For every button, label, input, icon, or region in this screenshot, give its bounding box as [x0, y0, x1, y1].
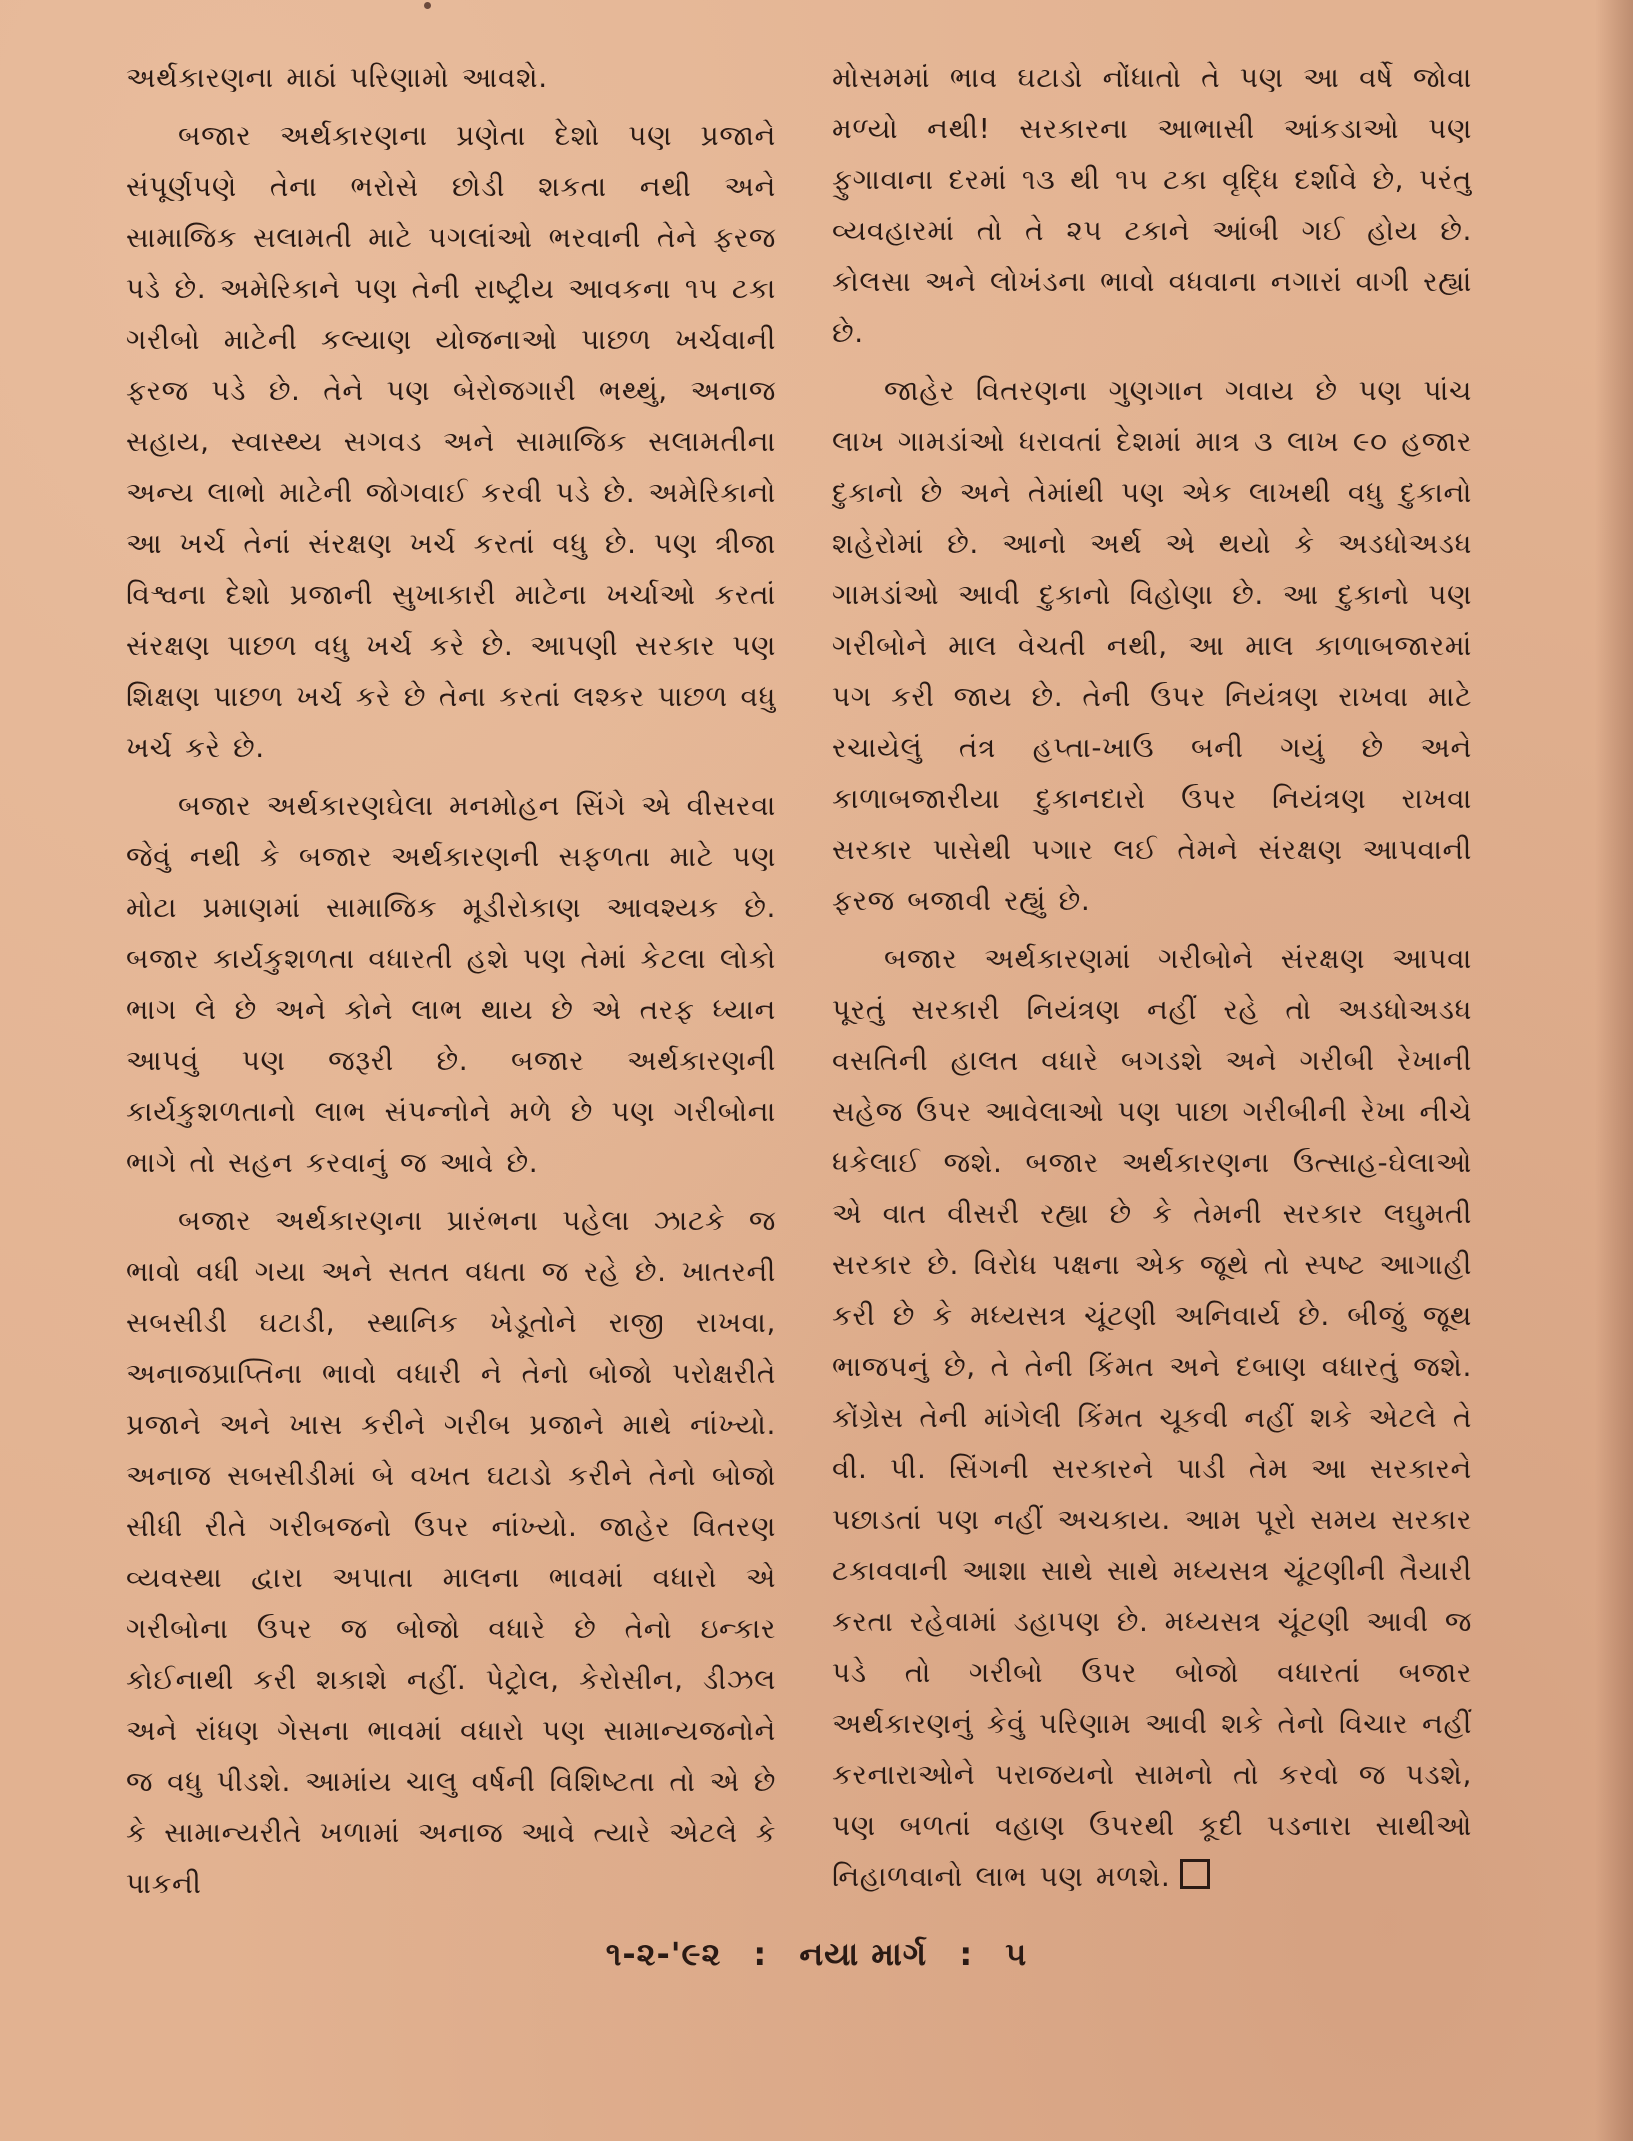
page-edge-shadow [1595, 0, 1633, 2141]
paragraph: બજાર અર્થકારણના પ્રણેતા દેશો પણ પ્રજાને સંપૂર્ણપણે તેના ભરોસે છોડી શકતા નથી અને સામાજિક સલામતી માટે પગલાંઓ ભરવાની તેને ફરજ પડે છે. અમેરિકાને પણ તેની રાષ્ટ્રીય આવકના ૧૫ ટકા ગરીબો માટેની કલ્યાણ યોજનાઓ પાછળ ખર્ચવાની ફરજ પડે છે. તેને પણ બેરોજગારી ભથ્થું, અનાજ સહાય, સ્વાસ્થ્ય સગવડ અને સામાજિક સલામતીના અન્ય લાભો માટેની જોગવાઈ કરવી પડે છે. અમેરિકાનો આ ખર્ચ તેનાં સંરક્ષણ ખર્ચ કરતાં વધુ છે. પણ ત્રીજા વિશ્વના દેશો પ્રજાની સુખાકારી માટેના ખર્ચાઓ કરતાં સંરક્ષણ પાછળ વધુ ખર્ચ કરે છે. આપણી સરકાર પણ શિક્ષણ પાછળ ખર્ચ કરે છે તેના કરતાં લશ્કર પાછળ વધુ ખર્ચ કરે છે. [126, 119, 776, 764]
paragraph: જાહેર વિતરણના ગુણગાન ગવાય છે પણ પાંચ લાખ ગામડાંઓ ધરાવતાં દેશમાં માત્ર ૩ લાખ ૯૦ હજાર દુકાનો છે અને તેમાંથી પણ એક લાખથી વધુ દુકાનો શહેરોમાં છે. આનો અર્થ એ થયો કે અડધોઅડધ ગામડાંઓ આવી દુકાનો વિહોણા છે. આ દુકાનો પણ ગરીબોને માલ વેચતી નથી, આ માલ કાળાબજારમાં પગ કરી જાય છે. તેની ઉપર નિયંત્રણ રાખવા માટે રચાયેલું તંત્ર હપ્તા-ખાઉ બની ગયું છે અને કાળાબજારીયા દુકાનદારો ઉપર નિયંત્રણ રાખવા સરકાર પાસેથી પગાર લઈ તેમને સંરક્ષણ આપવાની ફરજ બજાવી રહ્યું છે. [832, 374, 1472, 917]
issue-date: ૧-૨-'૯૨ [605, 1935, 722, 1973]
page-number: ૫ [1005, 1935, 1028, 1973]
paragraph: અર્થકારણના માઠાં પરિણામો આવશે. [126, 61, 548, 94]
paragraph [832, 933, 1472, 1902]
ink-speck [424, 2, 431, 9]
paragraph-text: બજાર અર્થકારણમાં ગરીબોને સંરક્ષણ આપવા પૂરતું સરકારી નિયંત્રણ નહીં રહે તો અડધોઅડધ વસતિની હાલત વધારે બગડશે અને ગરીબી રેખાની સહેજ ઉપર આવેલાઓ પણ પાછા ગરીબીની રેખા નીચે ધકેલાઈ જશે. બજાર અર્થકારણના ઉત્સાહ-ઘેલાઓ એ વાત વીસરી રહ્યા છે કે તેમની સરકાર લઘુમતી સરકાર છે. વિરોધ પક્ષના એક જૂથે તો સ્પષ્ટ આગાહી કરી છે કે મધ્યસત્ર ચૂંટણી અનિવાર્ય છે. બીજું જૂથ ભાજપનું છે, તે તેની કિંમત અને દબાણ વધારતું જશે. કોંગ્રેસ તેની માંગેલી કિંમત ચૂકવી નહીં શકે એટલે તે વી. પી. સિંગની સરકારને પાડી તેમ આ સરકારને પછાડતાં પણ નહીં અચકાય. આમ પૂરો સમય સરકાર ટકાવવાની આશા સાથે સાથે મધ્યસત્ર ચૂંટણીની તૈયારી કરતા રહેવામાં ડહાપણ છે. મધ્યસત્ર ચૂંટણી આવી જ પડે તો ગરીબો ઉપર બોજો વધારતાં બજાર અર્થકારણનું કેવું પરિણામ આવી શકે તેનો વિચાર નહીં કરનારાઓને પરાજયનો સામનો તો કરવો જ પડશે, પણ બળતાં વહાણ ઉપરથી કૂદી પડનારા સાથીઓ નિહાળવાનો લાભ પણ મળશે. [832, 942, 1472, 1893]
paragraph: બજાર અર્થકારણઘેલા મનમોહન સિંગે એ વીસરવા જેવું નથી કે બજાર અર્થકારણની સફળતા માટે પણ મોટા પ્રમાણમાં સામાજિક મૂડીરોકાણ આવશ્યક છે. બજાર કાર્યકુશળતા વધારતી હશે પણ તેમાં કેટલા લોકો ભાગ લે છે અને કોને લાભ થાય છે એ તરફ ધ્યાન આપવું પણ જરૂરી છે. બજાર અર્થકારણની કાર્યકુશળતાનો લાભ સંપન્નોને મળે છે પણ ગરીબોના ભાગે તો સહન કરવાનું જ આવે છે. [126, 789, 776, 1179]
footer-separator: : [959, 1935, 974, 1973]
magazine-name: નયા માર્ગ [799, 1935, 928, 1973]
end-of-article-icon [1180, 1859, 1210, 1889]
footer-separator: : [753, 1935, 768, 1973]
paragraph: મોસમમાં ભાવ ઘટાડો નોંધાતો તે પણ આ વર્ષે જોવા મળ્યો નથી! સરકારના આભાસી આંકડાઓ પણ ફુગાવાના દરમાં ૧૩ થી ૧૫ ટકા વૃદ્ધિ દર્શાવે છે, પરંતુ વ્યવહારમાં તો તે ૨૫ ટકાને આંબી ગઈ હોય છે. કોલસા અને લોખંડના ભાવો વધવાના નગારાં વાગી રહ્યાં છે. [832, 61, 1472, 349]
article-column-right [832, 52, 1472, 1902]
page-footer [0, 1935, 1633, 1974]
paragraph: બજાર અર્થકારણના પ્રારંભના પહેલા ઝાટકે જ ભાવો વધી ગયા અને સતત વધતા જ રહે છે. ખાતરની સબસીડી ઘટાડી, સ્થાનિક ખેડૂતોને રાજી રાખવા, અનાજપ્રાપ્તિના ભાવો વધારી ને તેનો બોજો પરોક્ષરીતે પ્રજાને અને ખાસ કરીને ગરીબ પ્રજાને માથે નાંખ્યો. અનાજ સબસીડીમાં બે વખત ઘટાડો કરીને તેનો બોજો સીધી રીતે ગરીબજનો ઉપર નાંખ્યો. જાહેર વિતરણ વ્યવસ્થા દ્વારા અપાતા માલના ભાવમાં વધારો એ ગરીબોના ઉપર જ બોજો વધારે છે તેનો ઇન્કાર કોઈનાથી કરી શકાશે નહીં. પેટ્રોલ, કેરોસીન, ડીઝલ અને રાંધણ ગેસના ભાવમાં વધારો પણ સામાન્યજનોને જ વધુ પીડશે. આમાંય ચાલુ વર્ષની વિશિષ્ટતા તો એ છે કે સામાન્યરીતે ખળામાં અનાજ આવે ત્યારે એટલે કે પાકની [126, 1204, 776, 1900]
article-column-left [126, 52, 776, 1902]
